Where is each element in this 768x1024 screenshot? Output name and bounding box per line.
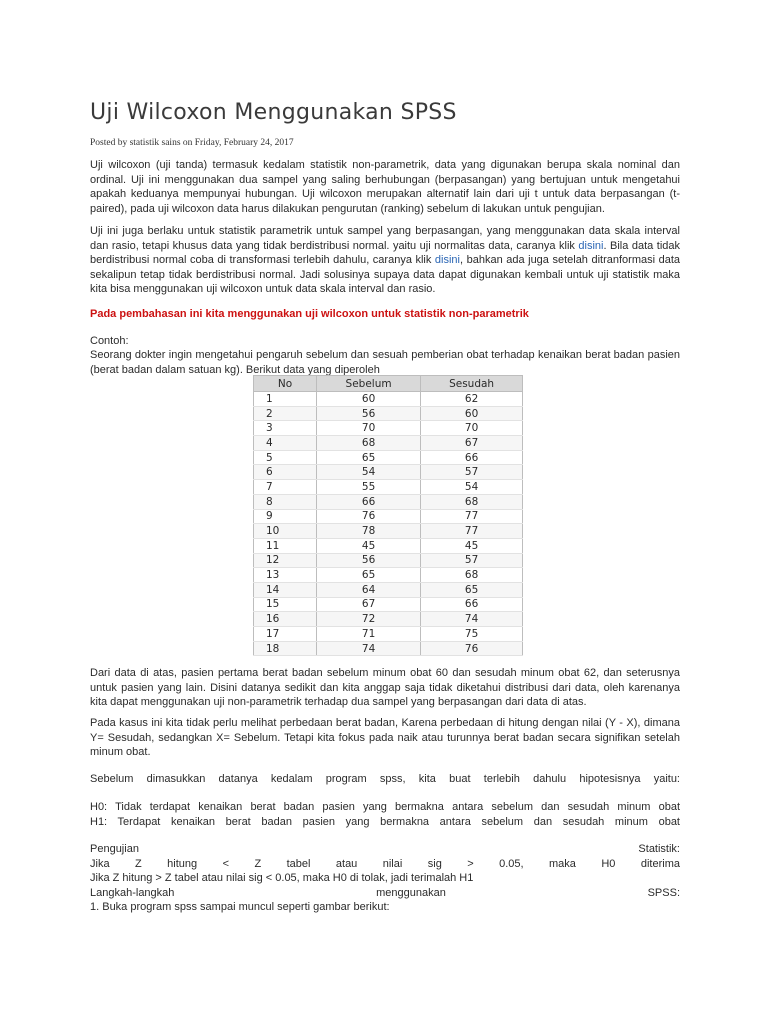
header-no: No — [254, 376, 317, 392]
para2-text-a: Uji ini juga berlaku untuk statistik parametrik untuk sampel yang berpasangan, yang menggunakan data skala interval dan rasio, tetapi khusus data yang tidak berdistribusi normal. yaitu uji normalitas data, caranya klik — [90, 225, 680, 252]
cell-no: 17 — [254, 627, 317, 642]
table-row — [254, 612, 523, 627]
table-row — [254, 524, 523, 539]
header-sebelum: Sebelum — [317, 376, 421, 392]
cell-sebelum: 55 — [317, 480, 421, 495]
cell-sebelum: 70 — [317, 421, 421, 436]
cell-sebelum: 45 — [317, 538, 421, 553]
cell-sesudah: 70 — [421, 421, 523, 436]
cell-sesudah: 77 — [421, 524, 523, 539]
hypothesis-h1: H1: Terdapat kenaikan berat badan pasien yang bermakna antara sebelum dan sesudah minum obat — [90, 815, 680, 828]
cell-no: 1 — [254, 392, 317, 407]
table-row — [254, 597, 523, 612]
cell-sesudah: 54 — [421, 480, 523, 495]
hypothesis-intro: Sebelum dimasukkan datanya kedalam program spss, kita buat terlebih dahulu hipotesisnya yaitu: — [90, 773, 680, 785]
table-row — [254, 582, 523, 597]
table-row — [254, 553, 523, 568]
cell-no: 13 — [254, 568, 317, 583]
cell-no: 7 — [254, 480, 317, 495]
cell-no: 10 — [254, 524, 317, 539]
table-row — [254, 436, 523, 451]
rule-reject: Jika Z hitung > Z tabel atau nilai sig < 0.05, maka H0 di tolak, jadi terimalah H1 — [90, 872, 474, 884]
table-row — [254, 509, 523, 524]
para2-text-c: , bahkan ada juga setelah ditranformasi data sekalipun tetap tidak berdistribusi normal. Jadi solusinya supaya data dapat digunakan kembali untuk uji statistik maka kita bisa menggunakan uji wilcoxon untuk data skala interval dan rasio. — [90, 254, 680, 295]
normalitas-link[interactable]: disini — [578, 239, 604, 252]
post-meta: Posted by statistik sains on Friday, February 24, 2017 — [90, 138, 294, 148]
table-row — [254, 641, 523, 656]
table-row — [254, 480, 523, 495]
intro-paragraph: Uji wilcoxon (uji tanda) termasuk kedalam statistik non-parametrik, data yang digunakan berupa skala nominal dan ordinal. Uji ini menggunakan dua sampel yang saling berhubungan (berpasangan) yang bertujuan untuk mengetahui apakah keduanya mempunyai hubungan. Uji wilcoxon merupakan alternatif lain dari uji t untuk data berpasangan (t-paired), pada uji wilcoxon data harus dilakukan pengurutan (ranking) sebelum di lakukan untuk pengujian. — [90, 159, 680, 215]
cell-sebelum: 71 — [317, 627, 421, 642]
cell-sesudah: 75 — [421, 627, 523, 642]
table-row — [254, 406, 523, 421]
cell-sesudah: 68 — [421, 568, 523, 583]
cell-sesudah: 68 — [421, 494, 523, 509]
cell-sesudah: 77 — [421, 509, 523, 524]
step-1: 1. Buka program spss sampai muncul seperti gambar berikut: — [90, 901, 390, 913]
cell-sebelum: 66 — [317, 494, 421, 509]
page-title: Uji Wilcoxon Menggunakan SPSS — [90, 100, 457, 125]
table-row — [254, 465, 523, 480]
cell-sesudah: 62 — [421, 392, 523, 407]
cell-no: 8 — [254, 494, 317, 509]
cell-no: 18 — [254, 641, 317, 656]
cell-sesudah: 60 — [421, 406, 523, 421]
cell-no: 4 — [254, 436, 317, 451]
cell-sesudah: 65 — [421, 582, 523, 597]
transformasi-link[interactable]: disini — [434, 254, 460, 266]
cell-sebelum: 65 — [317, 450, 421, 465]
hypotheses — [90, 800, 680, 829]
cell-sesudah: 57 — [421, 465, 523, 480]
header-sesudah: Sesudah — [421, 376, 523, 392]
table-header-row — [254, 376, 523, 392]
cell-sebelum: 56 — [317, 406, 421, 421]
cell-no: 12 — [254, 553, 317, 568]
table-row — [254, 538, 523, 553]
cell-sesudah: 76 — [421, 641, 523, 656]
cell-no: 14 — [254, 582, 317, 597]
cell-no: 2 — [254, 406, 317, 421]
cell-sesudah: 74 — [421, 612, 523, 627]
cell-no: 15 — [254, 597, 317, 612]
cell-sebelum: 64 — [317, 582, 421, 597]
cell-no: 11 — [254, 538, 317, 553]
table-row — [254, 450, 523, 465]
cell-no: 3 — [254, 421, 317, 436]
table-row — [254, 627, 523, 642]
cell-sebelum: 54 — [317, 465, 421, 480]
table-row — [254, 392, 523, 407]
cell-sebelum: 67 — [317, 597, 421, 612]
cell-sebelum: 56 — [317, 553, 421, 568]
analysis-paragraph: Dari data di atas, pasien pertama berat badan sebelum minum obat 60 dan sesudah minum obat 62, dan seterusnya untuk pasien yang lain. Disini datanya sedikit dan kita anggap saja tidak diketahui distribusi dari data, oleh karenanya kita dapat menggunakan uji non-parametrik terhadap dua sampel yang berpasangan dari data di atas. — [90, 667, 680, 708]
cell-sebelum: 65 — [317, 568, 421, 583]
testing-section — [90, 842, 680, 915]
cell-no: 5 — [254, 450, 317, 465]
cell-sebelum: 60 — [317, 392, 421, 407]
cell-sesudah: 57 — [421, 553, 523, 568]
cell-no: 6 — [254, 465, 317, 480]
table-row — [254, 568, 523, 583]
example-label: Contoh: — [90, 335, 129, 347]
second-paragraph — [90, 224, 680, 297]
case-paragraph: Pada kasus ini kita tidak perlu melihat perbedaan berat badan, Karena perbedaan di hitung dengan nilai (Y - X), dimana Y= Sesudah, sedangkan X= Sebelum. Tetapi kita fokus pada naik atau turunnya berat badan secara signifikan setelah minum obat. — [90, 717, 680, 758]
example-paragraph: Seorang dokter ingin mengetahui pengaruh sebelum dan sesuah pemberian obat terhadap kenaikan berat badan pasien (berat badan dalam satuan kg). Berikut data yang diperoleh — [90, 349, 680, 376]
cell-sesudah: 45 — [421, 538, 523, 553]
cell-no: 16 — [254, 612, 317, 627]
steps-heading: Langkah-langkah menggunakan SPSS: — [90, 886, 680, 899]
cell-no: 9 — [254, 509, 317, 524]
cell-sebelum: 76 — [317, 509, 421, 524]
cell-sebelum: 68 — [317, 436, 421, 451]
cell-sebelum: 74 — [317, 641, 421, 656]
highlight-text: Pada pembahasan ini kita menggunakan uji wilcoxon untuk statistik non-parametrik — [90, 308, 529, 320]
hypothesis-h0: H0: Tidak terdapat kenaikan berat badan pasien yang bermakna antara sebelum dan sesudah minum obat — [90, 801, 680, 813]
table-row — [254, 421, 523, 436]
cell-sebelum: 72 — [317, 612, 421, 627]
table-row — [254, 494, 523, 509]
cell-sesudah: 66 — [421, 597, 523, 612]
cell-sesudah: 66 — [421, 450, 523, 465]
para2-text-b: . Bila data tidak berdistribusi normal coba di transformasi terlebih dahulu, caranya klik — [90, 239, 680, 266]
testing-heading: Pengujian Statistik: — [90, 843, 680, 855]
cell-sebelum: 78 — [317, 524, 421, 539]
cell-sesudah: 67 — [421, 436, 523, 451]
rule-accept: Jika Z hitung < Z tabel atau nilai sig > 0.05, maka H0 diterima — [90, 857, 680, 870]
data-table — [253, 375, 523, 656]
